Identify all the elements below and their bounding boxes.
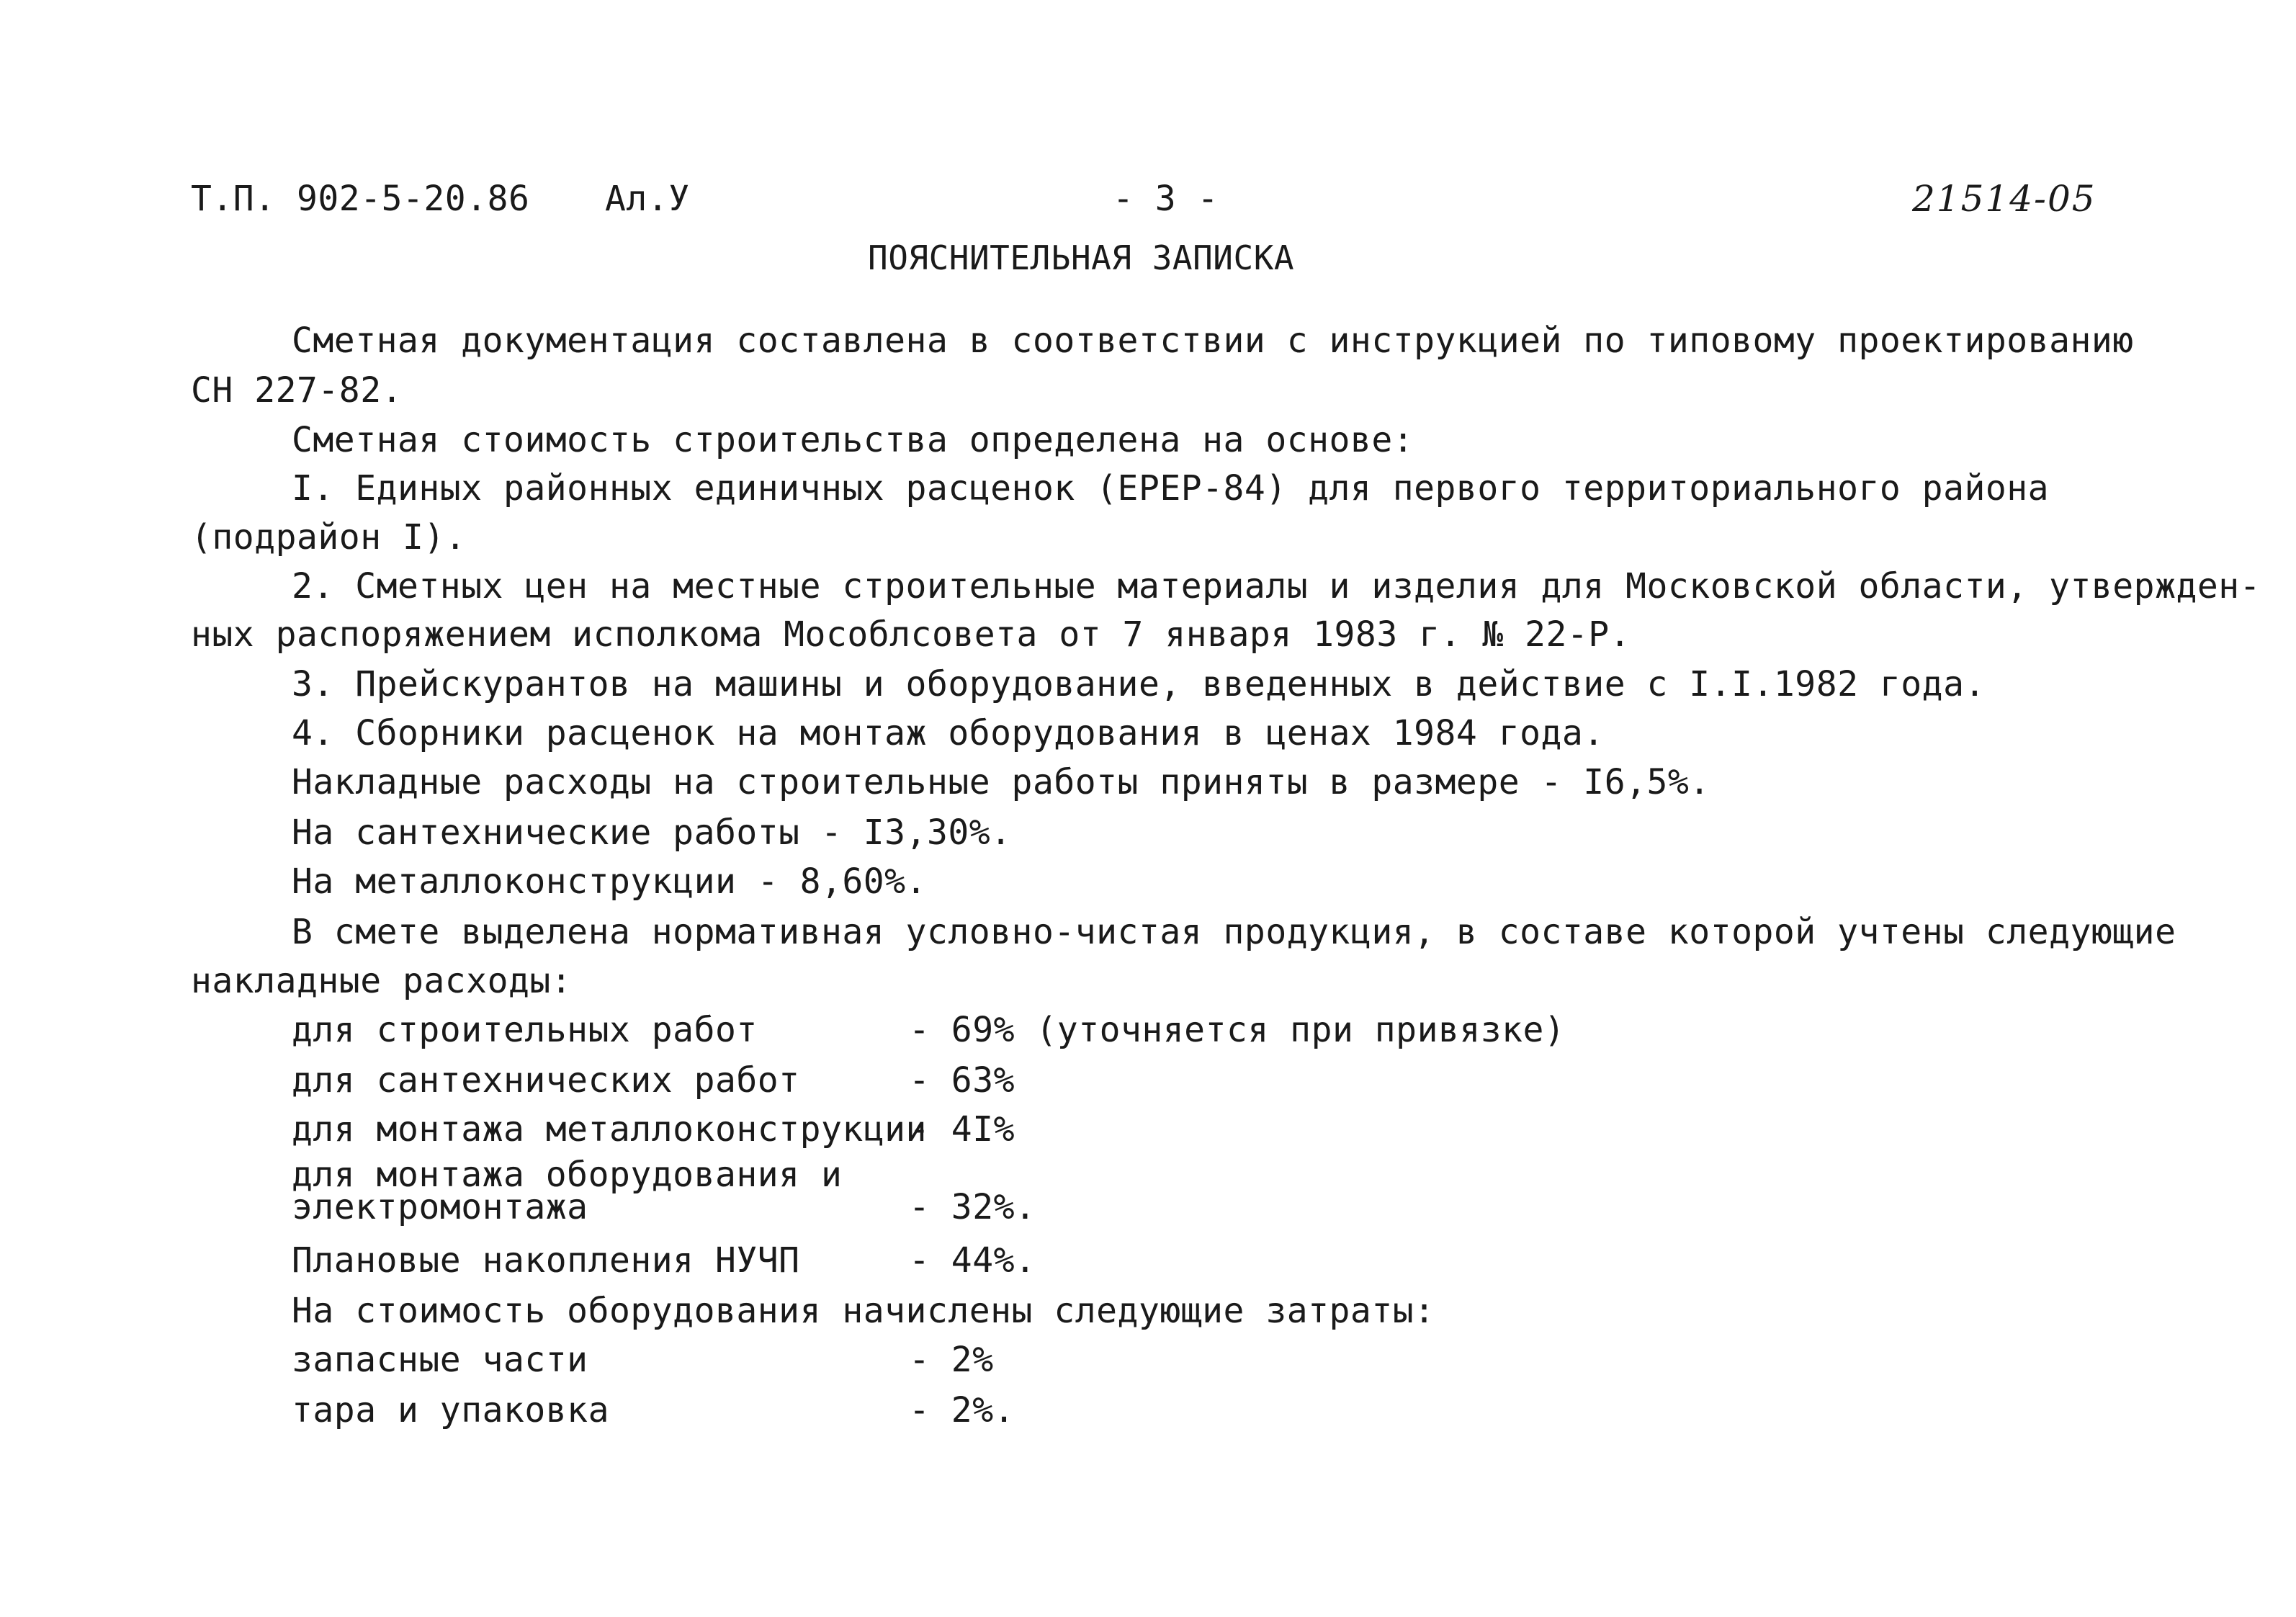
list-item: I. Единых районных единичных расценок (ЕРЕР-84) для первого территориального района — [292, 468, 2050, 509]
list-item-continuation: (подрайон I). — [191, 517, 467, 557]
equipment-value: - 2% — [909, 1340, 994, 1380]
overhead-value: - 32%. — [909, 1187, 1036, 1227]
paragraph-line: На сантехнические работы - I3,30%. — [292, 812, 1012, 853]
overhead-label: для строительных работ — [292, 1010, 758, 1050]
paragraph-line: СН 227-82. — [191, 370, 403, 411]
paragraph-line: накладные расходы: — [191, 961, 573, 1001]
paragraph-line: На металлоконструкции - 8,60%. — [292, 861, 927, 902]
album-number: Ал.У — [605, 179, 690, 219]
overhead-label: для сантехнических работ — [292, 1060, 800, 1101]
equipment-costs-intro: На стоимость оборудования начислены следующие затраты: — [292, 1291, 1435, 1331]
list-item: 4. Сборники расценок на монтаж оборудования в ценах 1984 года. — [292, 713, 1605, 753]
page-number: - 3 - — [1113, 179, 1219, 219]
paragraph-line: В смете выделена нормативная условно-чистая продукция, в составе которой учтены следующие — [292, 912, 2176, 952]
list-item: 2. Сметных цен на местные строительные материалы и изделия для Московской области, утвержден- — [292, 566, 2261, 606]
equipment-label: запасные части — [292, 1340, 588, 1380]
overhead-value: - 44%. — [909, 1240, 1036, 1281]
overhead-label: для монтажа оборудования и — [292, 1155, 843, 1195]
overhead-label: Плановые накопления НУЧП — [292, 1240, 800, 1281]
equipment-value: - 2%. — [909, 1390, 1015, 1430]
equipment-label: тара и упаковка — [292, 1390, 609, 1430]
list-item: 3. Прейскурантов на машины и оборудование, введенных в действие с I.I.1982 года. — [292, 664, 1986, 704]
overhead-label: электромонтажа — [292, 1187, 588, 1227]
overhead-value: - 63% — [909, 1060, 1015, 1101]
overhead-label: для монтажа металлоконструкции — [292, 1109, 927, 1150]
paragraph-line: Сметная документация составлена в соответствии с инструкцией по типовому проектированию — [292, 321, 2134, 361]
paragraph-line: Сметная стоимость строительства определена на основе: — [292, 420, 1414, 460]
archive-number: 21514-05 — [1912, 178, 2097, 220]
paragraph-line: Накладные расходы на строительные работы приняты в размере - I6,5%. — [292, 762, 1710, 802]
doc-code: Т.П. 902-5-20.86 — [191, 179, 530, 219]
page-title: ПОЯСНИТЕЛЬНАЯ ЗАПИСКА — [868, 238, 1295, 277]
list-item-continuation: ных распоряжением исполкома Мособлсовета от 7 января 1983 г. № 22-Р. — [191, 614, 1631, 655]
overhead-value: - 69% (уточняется при привязке) — [909, 1010, 1566, 1050]
overhead-value: - 4I% — [909, 1109, 1015, 1150]
